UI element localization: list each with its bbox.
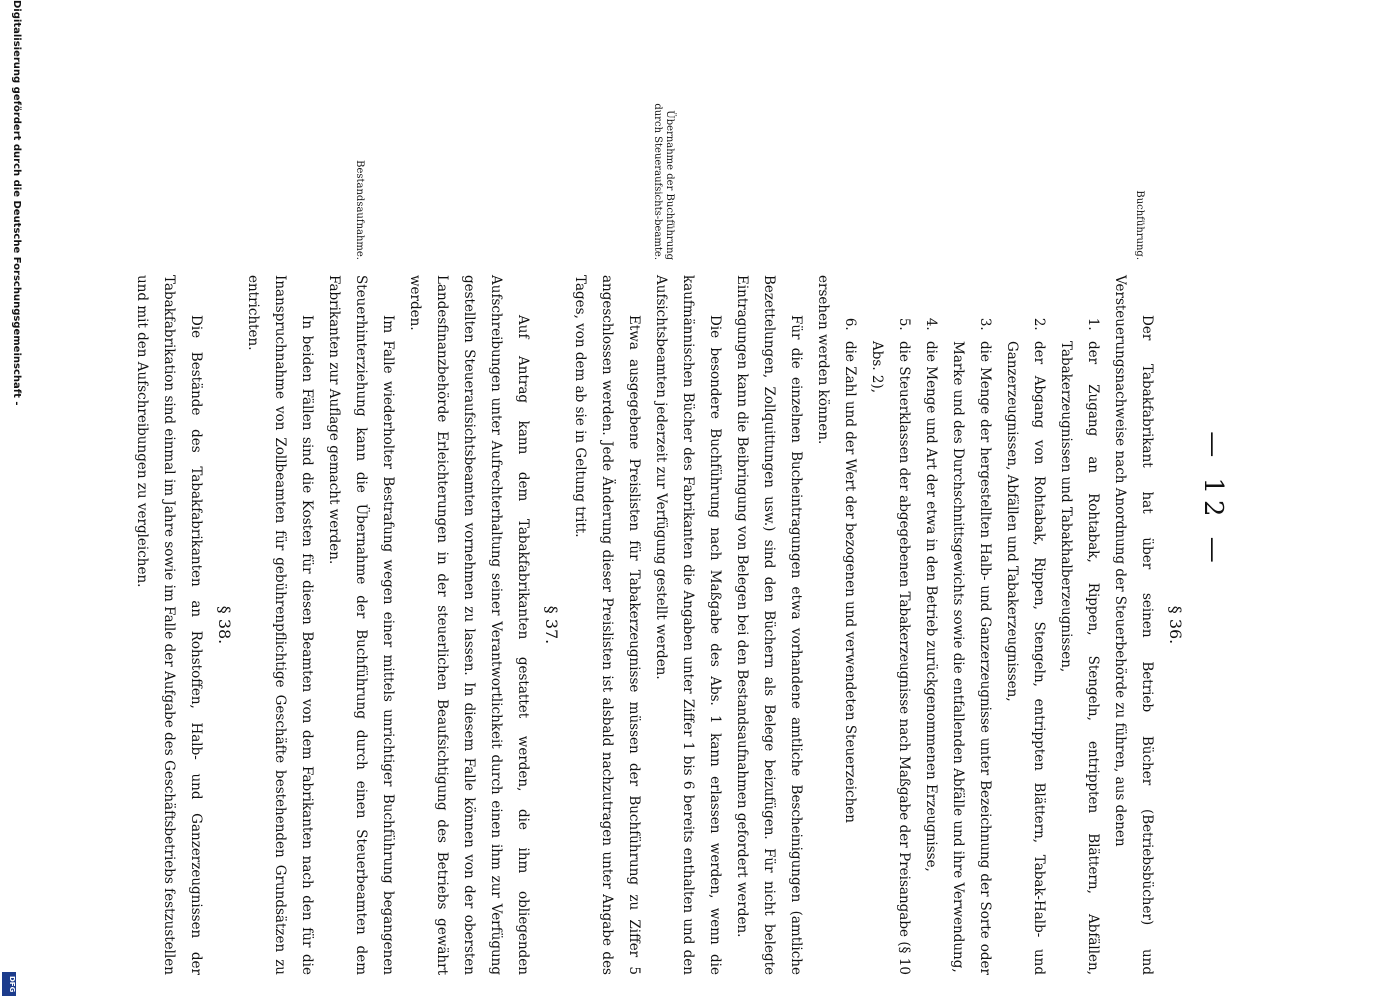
section-36-list	[836, 275, 1106, 975]
section-36-outro: ersehen werden können.	[815, 275, 831, 445]
margin-note-bestandsaufnahme: Bestandsaufnahme.	[354, 160, 365, 260]
section-36-paragraph: Etwa ausgegebene Preislisten für Tabakerzeugnisse müssen der Buchführung zu Ziffer 5 angeschlossen werden. Jede Änderung dieser Preislisten ist alsbald nachzutragen unter Angabe des Tages, von dem ab sie in Geltung tritt.	[572, 275, 642, 975]
list-item: 5. die Steuerklassen der abgegebenen Tabakerzeugnisse nach Maßgabe der Preisangabe (§ 10 Abs. 2),	[863, 335, 917, 975]
section-37-paragraph: In beiden Fällen sind die Kosten für diesen Beamten von dem Fabrikanten nach den für die Inanspruchnahme von Zollbeamten für gebührenpflichtige Geschäfte bestehenden Grundsätzen zu entrichten.	[245, 275, 315, 975]
list-item: 4. die Menge und Art der etwa in den Betrieb zurückgenommenen Erzeugnisse,	[917, 335, 944, 975]
section-36-paragraph: Für die einzelnen Bucheintragungen etwa vorhandene amtliche Bescheinigungen (amtliche Bezettelungen, Zollquittungen usw.) sind den Büchern als Belege beizufügen. Für nicht belegte Eintragungen kann die Beibringung von Belegen bei den Bestandsaufnahmen gefordert werden.	[734, 275, 804, 975]
section-37-heading: § 37.	[542, 605, 561, 645]
list-item: 6. die Zahl und der Wert der bezogenen und verwendeten Steuerzeichen	[836, 335, 863, 975]
section-38-paragraph: Die Bestände des Tabakfabrikanten an Rohstoffen, Halb- und Ganzerzeugnissen der Tabakfabrikation sind einmal im Jahre sowie im Falle der Aufgabe des Geschäftsbetriebs festzustellen und mit den Aufschreibungen zu vergleichen.	[134, 275, 204, 975]
section-37-paragraph: Im Falle wiederholter Bestrafung wegen einer mittels unrichtiger Buchführung begangenen Steuerhinterziehung kann die Übernahme der Buchführung durch einen Steuerbeamten dem Fabrikanten zur Auflage gemacht werden.	[326, 275, 396, 975]
dfg-logo-icon: DFG	[2, 972, 16, 996]
section-36-heading: § 36.	[1166, 605, 1185, 645]
margin-note-buchfuehrung: Buchführung.	[1134, 190, 1145, 260]
section-36	[128, 275, 1190, 975]
section-37-paragraph: Auf Antrag kann dem Tabakfabrikanten gestattet werden, die ihm obliegenden Aufschreibungen unter Aufrechterhaltung seiner Verantwortlichkeit durch einen ihm zur Verfügung gestellten Steueraufsichtsbeamten vornehmen zu lassen. In diesem Falle können von der obersten Landesfinanzbehörde Erleichterungen in der steuerlichen Beaufsichtigung des Betriebs gewährt werden.	[407, 275, 531, 975]
footer-credit: Digitalisierung gefördert durch die Deutsche Forschungsgemeinschaft -	[11, 0, 22, 406]
list-item: 1. der Zugang an Rohtabak, Rippen, Stengeln, entrippten Blättern, Abfällen, Tabakerzeugnissen und Tabakhalberzeugnissen,	[1052, 335, 1106, 975]
margin-note-uebernahme: Übernahme der Buchführung durch Steueraufsichts-beamte.	[652, 103, 675, 260]
digitization-footer	[0, 0, 28, 1000]
list-item: 2. der Abgang von Rohtabak, Rippen, Stengeln, entrippten Blättern, Tabak-Halb- und Ganzerzeugnissen, Abfällen und Tabakerzeugnissen,	[998, 335, 1052, 975]
section-36-paragraph: Die besondere Buchführung nach Maßgabe des Abs. 1 kann erlassen werden, wenn die kaufmännischen Bücher des Fabrikanten die Angaben unter Ziffer 1 bis 6 bereits enthalten und den Aufsichtsbeamten jederzeit zur Verfügung gestellt werden.	[653, 275, 723, 975]
page-number: — 12 —	[1198, 431, 1228, 569]
list-item: 3. die Menge der hergestellten Halb- und Ganzerzeugnisse unter Bezeichnung der Sorte oder Marke und des Durchschnittsgewichts sowie die entfallenden Abfälle und ihre Verwendung,	[944, 335, 998, 975]
rotated-page	[110, 0, 1240, 1000]
section-36-intro: Der Tabakfabrikant hat über seinen Betrieb Bücher (Betriebsbücher) und Versteuerungsnachweise nach Anordnung der Steuerbehörde zu führen, aus denen	[1112, 275, 1155, 975]
section-38-heading: § 38.	[215, 605, 234, 645]
